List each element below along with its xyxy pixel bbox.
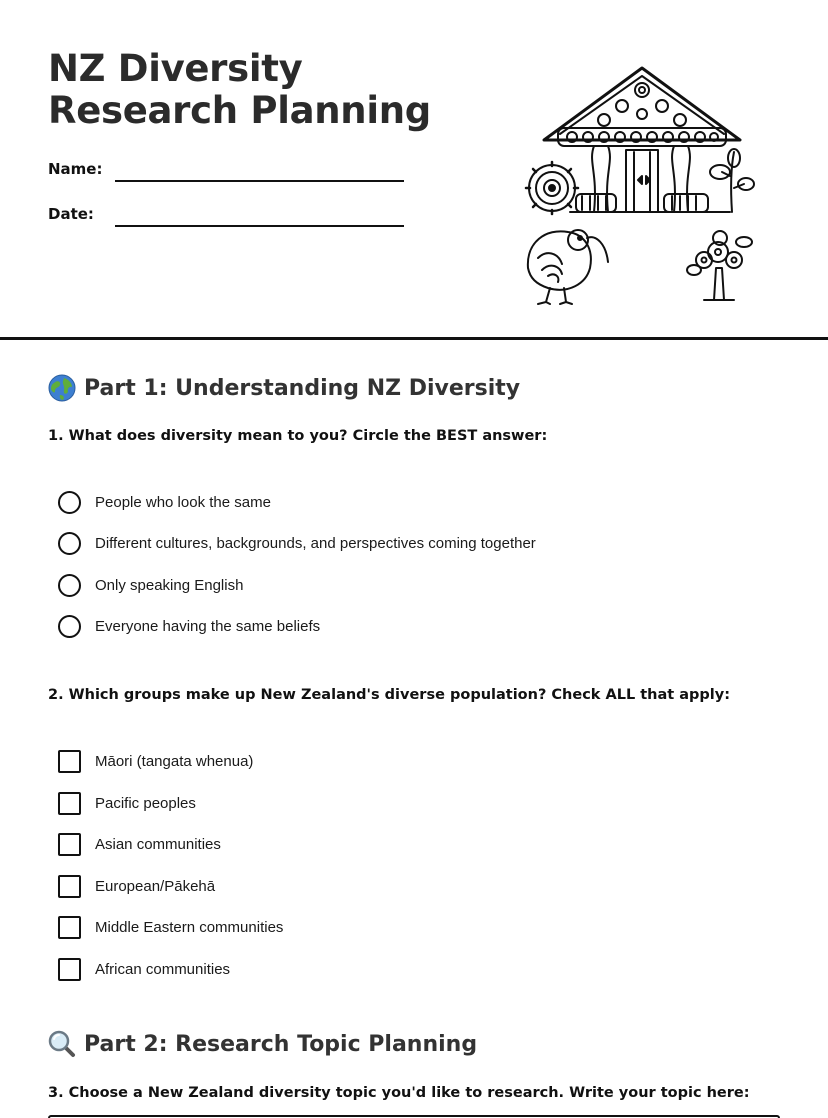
part1-heading [48,374,520,402]
worksheet-header [48,0,780,340]
radio-circle[interactable] [58,491,81,514]
q2-option-label: Pacific peoples [95,795,196,812]
checkbox[interactable] [58,750,81,773]
q2-option-label: Māori (tangata whenua) [95,753,254,770]
radio-circle[interactable] [58,615,81,638]
name-label: Name: [48,160,103,178]
part2-title: Part 2: Research Topic Planning [84,1031,478,1057]
q1-option[interactable] [58,491,271,514]
q2-option[interactable] [58,833,221,856]
q1-option-label: People who look the same [95,494,271,511]
checkbox[interactable] [58,833,81,856]
magnifying-glass-icon [48,1030,76,1058]
checkbox[interactable] [58,916,81,939]
page-title: NZ Diversity Research Planning [48,47,431,132]
q2-option-label: Middle Eastern communities [95,919,284,936]
q2-option-label: African communities [95,961,231,978]
q1-option[interactable] [58,574,243,597]
q2-option[interactable] [58,958,230,981]
part1-title: Part 1: Understanding NZ Diversity [84,375,521,401]
part2-heading [48,1030,477,1058]
question-1: 1. What does diversity mean to you? Circle the BEST answer: [48,428,548,444]
radio-circle[interactable] [58,532,81,555]
q1-option-label: Everyone having the same beliefs [95,618,321,635]
question-2: 2. Which groups make up New Zealand's diverse population? Check ALL that apply: [48,687,731,703]
q2-option[interactable] [58,792,196,815]
q1-option-label: Different cultures, backgrounds, and perspectives coming together [95,535,536,552]
q2-option-label: Asian communities [95,836,221,853]
q1-option-label: Only speaking English [95,577,244,594]
q2-option[interactable] [58,875,215,898]
checkbox[interactable] [58,875,81,898]
globe-icon [48,374,76,402]
checkbox[interactable] [58,958,81,981]
q2-option[interactable] [58,916,283,939]
radio-circle[interactable] [58,574,81,597]
q1-option[interactable] [58,615,320,638]
q2-option-label: European/Pākehā [95,878,216,895]
q1-option[interactable] [58,532,536,555]
date-write-line[interactable] [115,205,404,227]
name-field[interactable] [48,160,404,182]
date-field[interactable] [48,205,404,227]
date-label: Date: [48,205,94,223]
name-write-line[interactable] [115,160,404,182]
question-3: 3. Choose a New Zealand diversity topic you'd like to research. Write your topic here: [48,1085,750,1101]
header-divider [0,337,828,340]
checkbox[interactable] [58,792,81,815]
marae-illustration-icon [524,62,756,306]
q2-option[interactable] [58,750,253,773]
